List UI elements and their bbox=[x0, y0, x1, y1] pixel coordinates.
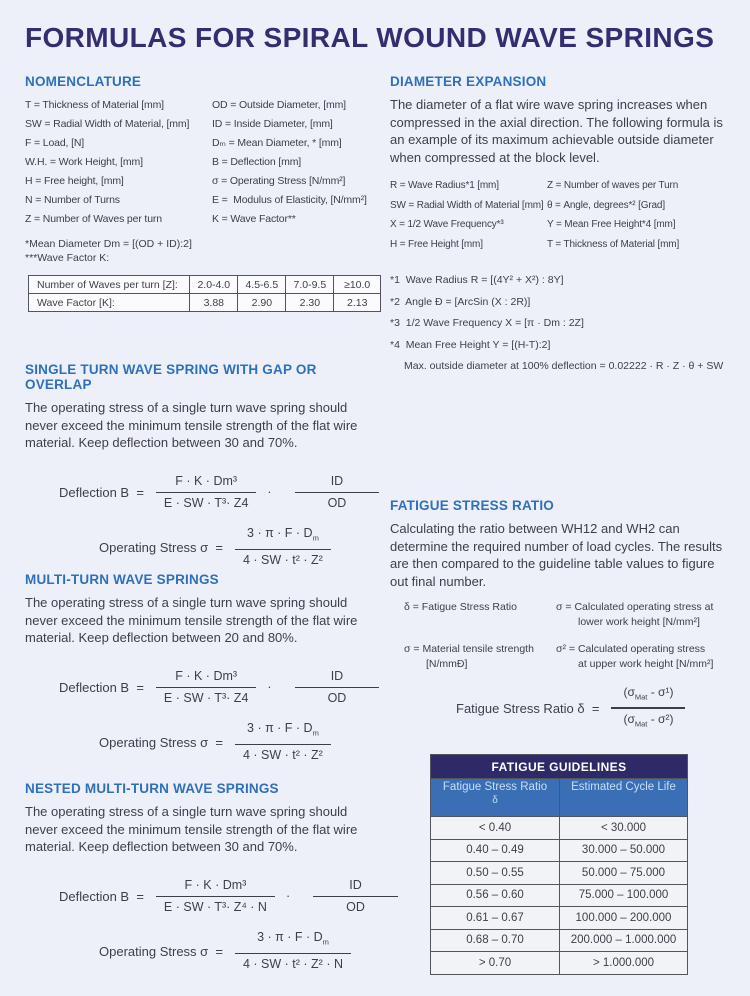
table-row bbox=[29, 276, 381, 294]
nomenclature-term: B = Deflection [mm] bbox=[212, 156, 302, 168]
formula-label: Operating Stress σ = bbox=[99, 539, 223, 555]
nested-multi-turn-paragraph: The operating stress of a single turn wave spring should never exceed the minimum tensile strength of the flat wire material. Keep deflection between 30 and 70%. bbox=[25, 804, 358, 854]
fraction-numerator: $3 \cdot \pi \cdot F \cdot D_m$ bbox=[257, 930, 329, 947]
fraction-bar bbox=[235, 953, 351, 955]
column-header-ratio: Fatigue Stress Ratio δ bbox=[431, 779, 560, 817]
diameter-definitions bbox=[390, 176, 736, 254]
table-cell: 2.90 bbox=[238, 294, 286, 312]
diameter-right-column bbox=[547, 176, 735, 254]
fatigue-term: σ = Calculated operating stress at lower work height [N/mm²] bbox=[556, 601, 717, 628]
nomenclature-term: W.H. = Work Height, [mm] bbox=[25, 156, 143, 168]
table-cell: 0.61 – 0.67 bbox=[431, 907, 560, 930]
fraction-denominator: E · SW · T³· Z⁴ · N bbox=[163, 900, 267, 914]
table-row bbox=[431, 952, 688, 975]
page-title: FORMULAS FOR SPIRAL WOUND WAVE SPRINGS bbox=[25, 22, 715, 53]
table-row bbox=[431, 884, 688, 907]
fraction bbox=[156, 878, 275, 916]
table-cell: 4.5-6.5 bbox=[238, 276, 286, 294]
diameter-term: H = Free Height [mm] bbox=[390, 238, 483, 250]
multi-turn-paragraph: The operating stress of a single turn wave spring should never exceed the minimum tensile strength of the flat wire material. Keep deflection between 20 and 80%. bbox=[25, 595, 358, 645]
table-cell: 75.000 – 100.000 bbox=[560, 884, 688, 907]
table-cell: < 30.000 bbox=[560, 817, 688, 840]
formula-label: Deflection B = bbox=[59, 484, 144, 500]
formula-label: Deflection B = bbox=[59, 888, 144, 904]
formula-label: Operating Stress σ = bbox=[99, 943, 223, 959]
table-cell: 0.40 – 0.49 bbox=[431, 839, 560, 862]
fraction-numerator: $3 \cdot \pi \cdot F \cdot D_m$ bbox=[247, 721, 319, 738]
note-mean-free-height: *4 Mean Free Height Y = [(H-T):2] bbox=[390, 338, 551, 351]
table-cell: Wave Factor [K]: bbox=[29, 294, 190, 312]
diameter-term: Z = Number of waves per Turn bbox=[547, 180, 679, 191]
table-cell: > 1.000.000 bbox=[560, 952, 688, 975]
fraction-numerator: $(\sigma_{Mat} - \sigma^1)$ bbox=[623, 685, 674, 702]
fraction-numerator: ID bbox=[349, 877, 362, 892]
fraction-denominator: $(\sigma_{Mat} - \sigma^2)$ bbox=[623, 711, 674, 729]
diameter-expansion-heading: DIAMETER EXPANSION bbox=[390, 74, 547, 89]
table-cell: 7.0-9.5 bbox=[286, 276, 334, 294]
fraction bbox=[235, 930, 351, 972]
diameter-expansion-paragraph: The diameter of a flat wire wave spring increases when compressed in the axial direction. The following formula is an example of its maximum achievable outside diameter when compressed at the block level. bbox=[390, 97, 723, 165]
nomenclature-term: F = Load, [N] bbox=[25, 137, 85, 149]
fraction-denominator: 4 · SW · t² · Z² bbox=[243, 553, 323, 567]
diameter-term: SW = Radial Width of Material [mm] bbox=[390, 199, 544, 211]
nomenclature-definitions bbox=[25, 96, 381, 229]
fraction-bar bbox=[295, 492, 380, 494]
table-cell: 0.56 – 0.60 bbox=[431, 884, 560, 907]
fraction-bar bbox=[295, 687, 380, 689]
fraction-numerator: F · K · Dm³ bbox=[175, 473, 238, 488]
table-title-row bbox=[431, 755, 688, 779]
nomenclature-term: Z = Number of Waves per turn bbox=[25, 213, 162, 225]
single-turn-heading: SINGLE TURN WAVE SPRING WITH GAP OR OVERLAP bbox=[25, 362, 317, 392]
section-nomenclature bbox=[25, 74, 381, 312]
table-cell: 2.30 bbox=[286, 294, 334, 312]
nomenclature-term: ID = Inside Diameter, [mm] bbox=[212, 118, 333, 130]
nomenclature-term: E = Modulus of Elasticity, [N/mm²] bbox=[212, 194, 367, 206]
diameter-left-column bbox=[390, 176, 547, 254]
fraction-bar bbox=[611, 707, 685, 709]
operating-stress-formula bbox=[99, 930, 381, 972]
nomenclature-term: N = Number of Turns bbox=[25, 194, 120, 206]
wave-factor-table bbox=[28, 275, 381, 312]
nomenclature-footnotes bbox=[25, 238, 381, 265]
nomenclature-term: σ = Operating Stress [N/mm²] bbox=[212, 175, 346, 187]
fatigue-stress-ratio-paragraph: Calculating the ratio between WH12 and WH2 can determine the required number of load cycles. The results are then compared to the guideline table values to figure out final number. bbox=[390, 521, 723, 589]
nomenclature-term: Dₘ = Mean Diameter, * [mm] bbox=[212, 137, 342, 149]
table-cell: 2.13 bbox=[334, 294, 381, 312]
multiply-dot: · bbox=[267, 485, 272, 500]
fatigue-definitions bbox=[390, 600, 736, 671]
fatigue-stress-ratio-heading: FATIGUE STRESS RATIO bbox=[390, 498, 555, 513]
table-cell: 50.000 – 75.000 bbox=[560, 862, 688, 885]
diameter-term: X = 1/2 Wave Frequency*³ bbox=[390, 219, 504, 230]
fraction-denominator: E · SW · T³· Z4 bbox=[163, 691, 249, 705]
nomenclature-heading: NOMENCLATURE bbox=[25, 74, 142, 89]
diameter-term: R = Wave Radius*1 [mm] bbox=[390, 180, 499, 191]
multiply-dot: · bbox=[267, 680, 272, 695]
fraction-bar bbox=[156, 687, 257, 689]
note-angle: *2 Angle Đ = [ArcSin (X : 2R)] bbox=[390, 295, 531, 308]
note-max-outside-diameter: Max. outside diameter at 100% deflection = 0.02222 · R · Z · θ + SW bbox=[404, 360, 724, 372]
fraction bbox=[235, 526, 331, 568]
table-cell: Number of Waves per turn [Z]: bbox=[29, 276, 190, 294]
fatigue-term: δ = Fatigue Stress Ratio bbox=[404, 601, 517, 613]
fraction-denominator: OD bbox=[327, 496, 347, 510]
fraction-bar bbox=[156, 896, 275, 898]
fraction bbox=[295, 669, 380, 707]
table-cell: ≥10.0 bbox=[334, 276, 381, 294]
nomenclature-term: H = Free height, [mm] bbox=[25, 175, 124, 187]
table-cell: 30.000 – 50.000 bbox=[560, 839, 688, 862]
diameter-notes bbox=[390, 270, 736, 378]
formula-label: Fatigue Stress Ratio δ = bbox=[456, 700, 600, 716]
fraction-numerator: ID bbox=[330, 473, 344, 488]
formula-label: Operating Stress σ = bbox=[99, 734, 223, 750]
fraction bbox=[313, 878, 398, 916]
fraction-denominator: 4 · SW · t² · Z² bbox=[243, 748, 323, 762]
table-row bbox=[431, 929, 688, 952]
nomenclature-term: K = Wave Factor** bbox=[212, 213, 296, 225]
table-cell: > 0.70 bbox=[431, 952, 560, 975]
fraction bbox=[295, 474, 380, 512]
fraction-numerator: $3 \cdot \pi \cdot F \cdot D_m$ bbox=[247, 526, 319, 543]
table-row bbox=[431, 839, 688, 862]
fraction-denominator: E · SW · T³· Z4 bbox=[163, 496, 249, 510]
nomenclature-term: T = Thickness of Material [mm] bbox=[25, 99, 164, 111]
table-cell: 0.68 – 0.70 bbox=[431, 929, 560, 952]
table-row bbox=[431, 862, 688, 885]
nomenclature-term: SW = Radial Width of Material, [mm] bbox=[25, 118, 190, 130]
fraction-bar bbox=[313, 896, 398, 898]
nomenclature-right-column bbox=[212, 96, 377, 229]
footnote-mean-diameter: *Mean Diameter Dm = [(OD + ID):2] bbox=[25, 238, 192, 250]
deflection-formula bbox=[59, 474, 381, 512]
table-cell: 100.000 – 200.000 bbox=[560, 907, 688, 930]
diameter-term: θ = Angle, degrees*² [Grad] bbox=[547, 199, 665, 211]
deflection-formula bbox=[59, 878, 381, 916]
fatigue-ratio-formula bbox=[456, 685, 736, 731]
single-turn-paragraph: The operating stress of a single turn wave spring should never exceed the minimum tensile strength of the flat wire material. Keep deflection between 30 and 70%. bbox=[25, 400, 358, 450]
multiply-dot: · bbox=[285, 889, 291, 904]
table-cell: < 0.40 bbox=[431, 817, 560, 840]
fraction bbox=[156, 669, 257, 707]
nomenclature-left-column bbox=[25, 96, 212, 229]
table-header-row bbox=[431, 779, 688, 817]
fraction-numerator: ID bbox=[330, 668, 344, 683]
delta-symbol: δ bbox=[492, 795, 498, 806]
diameter-term: Y = Mean Free Height*4 [mm] bbox=[547, 219, 676, 230]
section-nested-multi-turn bbox=[25, 781, 381, 972]
table-cell: 3.88 bbox=[190, 294, 238, 312]
table-cell: 2.0-4.0 bbox=[190, 276, 238, 294]
fraction bbox=[235, 721, 331, 763]
nested-multi-turn-heading: NESTED MULTI-TURN WAVE SPRINGS bbox=[25, 781, 279, 796]
table-row bbox=[431, 817, 688, 840]
diameter-term: T = Thickness of Material [mm] bbox=[547, 238, 680, 250]
table-cell: 0.50 – 0.55 bbox=[431, 862, 560, 885]
fraction bbox=[611, 685, 685, 731]
fatigue-guidelines-table bbox=[430, 754, 688, 975]
note-wave-radius: *1 Wave Radius R = [(4Y² + X²) : 8Y] bbox=[390, 274, 564, 286]
fraction-denominator: OD bbox=[346, 900, 365, 914]
operating-stress-formula bbox=[99, 721, 381, 763]
note-wave-frequency: *3 1/2 Wave Frequency X = [π · Dm : 2Z] bbox=[390, 317, 584, 329]
fraction-bar bbox=[156, 492, 257, 494]
fraction bbox=[156, 474, 257, 512]
table-title: FATIGUE GUIDELINES bbox=[431, 755, 688, 779]
fatigue-term: σ = Material tensile strength [N/mmĐ] bbox=[404, 643, 537, 670]
table-row bbox=[29, 294, 381, 312]
fatigue-term: σ² = Calculated operating stress at upper work height [N/mm²] bbox=[556, 643, 714, 670]
multi-turn-heading: MULTI-TURN WAVE SPRINGS bbox=[25, 572, 219, 587]
fraction-denominator: OD bbox=[327, 691, 347, 705]
fraction-numerator: F · K · Dm³ bbox=[175, 668, 238, 683]
fraction-denominator: 4 · SW · t² · Z² · N bbox=[243, 957, 343, 971]
fraction-bar bbox=[235, 744, 331, 746]
table-cell: 200.000 – 1.000.000 bbox=[560, 929, 688, 952]
deflection-formula bbox=[59, 669, 381, 707]
section-fatigue-stress-ratio bbox=[390, 498, 736, 731]
table-row bbox=[431, 907, 688, 930]
footnote-wave-factor: ***Wave Factor K: bbox=[25, 251, 110, 264]
nomenclature-term: OD = Outside Diameter, [mm] bbox=[212, 99, 346, 111]
section-single-turn bbox=[25, 362, 381, 568]
column-header-cycle-life: Estimated Cycle Life bbox=[560, 779, 688, 817]
fraction-bar bbox=[235, 549, 331, 551]
section-multi-turn bbox=[25, 572, 381, 763]
formula-label: Deflection B = bbox=[59, 679, 144, 695]
fraction-numerator: F · K · Dm³ bbox=[184, 877, 247, 892]
operating-stress-formula bbox=[99, 526, 381, 568]
section-diameter-expansion bbox=[390, 74, 736, 378]
